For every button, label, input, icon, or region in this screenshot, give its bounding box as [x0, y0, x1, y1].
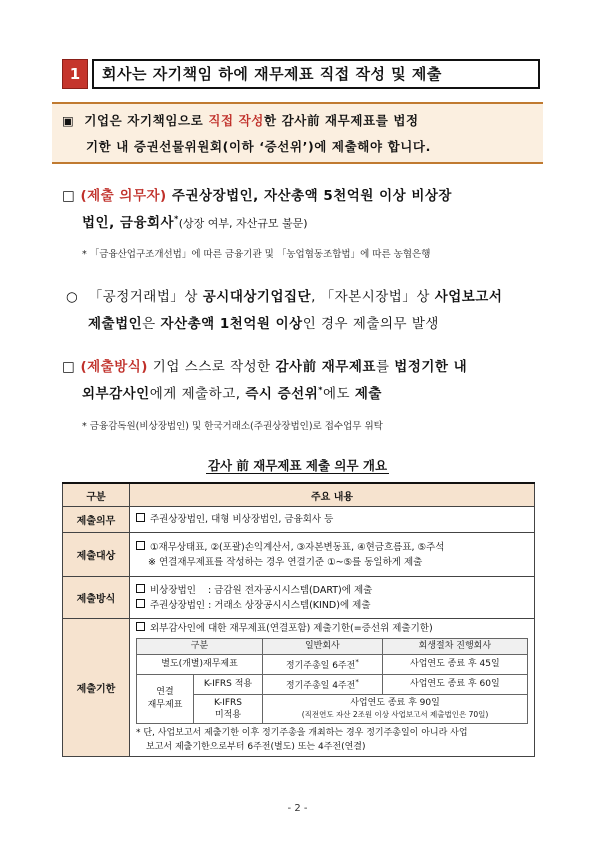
- header-content: 주요 내용: [130, 483, 535, 507]
- summary-box: [52, 102, 543, 164]
- table-header-row: [63, 483, 535, 507]
- public-disclosure-line-2: 제출법인은 자산총액 1천억원 이상인 경우 제출의무 발생: [88, 316, 439, 332]
- table-row: 제출대상 ①재무상태표, ②(포괄)손익계산서, ③자본변동표, ④현금흐름표, ⑤주석 ※ 연결재무제표를 작성하는 경우 연결기준 ①~⑤를 동일하게 제출: [63, 533, 535, 577]
- obligor-paragraph-line-2: 법인, 금융회사*(상장 여부, 자산규모 불문): [82, 214, 308, 231]
- square-bullet-icon: [136, 599, 145, 608]
- deadline-subtable: 구분 일반회사 회생절차 진행회사 별도(개별)재무제표 정기주총일 6주전* 사업연도 종료 후 45일 연결 재무제표 K-IFRS 적용 정기주총일 4주전* 사업연도 종료 후 60일 K-IFRS 미적용 사업연도 종료 후 90일 (직전연도 자산 2조원 이상 사업보고서 제출법인은 70일): [136, 638, 528, 724]
- section-number: 1: [62, 59, 88, 89]
- table-row: 제출방식 비상장법인 : 금감원 전자공시시스템(DART)에 제출 주권상장법인 : 거래소 상장공시시스템(KIND)에 제출: [63, 577, 535, 619]
- summary-line-2: 기한 내 증권선물위원회(이하 ‘증선위’)에 제출해야 합니다.: [86, 139, 431, 154]
- obligor-label: (제출 의무자): [80, 188, 167, 204]
- table-title: 감사 前 재무제표 제출 의무 개요: [207, 458, 388, 473]
- summary-highlight: 직접 작성: [208, 113, 264, 128]
- header-category: 구분: [63, 483, 130, 507]
- submission-method-line-1: □ (제출방식) 기업 스스로 작성한 감사前 재무제표를 법정기한 내: [62, 359, 468, 375]
- obligor-footnote: * 「금융산업구조개선법」에 따른 금융기관 및 「농업협동조합법」에 따른 농협은행: [82, 249, 431, 260]
- summary-marker: ▣: [62, 113, 75, 128]
- submission-method-line-2: 외부감사인에게 제출하고, 즉시 증선위*에도 제출: [82, 385, 382, 402]
- overview-table: [62, 482, 535, 757]
- submission-method-label: (제출방식): [80, 359, 148, 375]
- square-bullet-icon: [136, 584, 145, 593]
- square-bullet-icon: [136, 541, 145, 550]
- square-bullet-icon: [136, 513, 145, 522]
- submission-footnote: * 금융감독원(비상장법인) 및 한국거래소(주권상장법인)로 접수업무 위탁: [82, 421, 383, 432]
- checkbox-marker: □: [62, 188, 76, 204]
- square-bullet-icon: [136, 622, 145, 631]
- table-row: 제출기한 외부감사인에 대한 재무제표(연결포함) 제출기한(=증선위 제출기한) 구분 일반회사 회생절차 진행회사 별도(개별)재무제표 정기주총일 6주전* 사업연도 종료 후 45일 연결 재무제표 K-IFRS 적용 정기주총일 4주전* 사업연도 종료 후 60일 K-IFRS 미적용 사업연도 종료 후 90일 (직전연도 자산 2조원 이상 사업보고서 제출법인은 70일) * 단, 사업보고서 제출기한 이후 정기주총을 개최하는 경우 정기주총일이 아니라 사업 보고서 제출기한으로부터 6주전(별도) 또는 4주전(연결): [63, 619, 535, 757]
- section-header: [62, 59, 532, 89]
- table-row: 제출의무 주권상장법인, 대형 비상장법인, 금융회사 등: [63, 507, 535, 533]
- public-disclosure-line-1: ○ 「공정거래법」상 공시대상기업집단, 「자본시장법」상 사업보고서: [66, 289, 503, 305]
- page-number: - 2 -: [287, 803, 308, 814]
- section-title: 회사는 자기책임 하에 재무제표 직접 작성 및 제출: [92, 59, 540, 89]
- obligor-paragraph-line-1: □ (제출 의무자) 주권상장법인, 자산총액 5천억원 이상 비상장: [62, 188, 452, 204]
- summary-line-1: ▣ 기업은 자기책임으로 직접 작성한 감사前 재무제표를 법정: [62, 113, 419, 128]
